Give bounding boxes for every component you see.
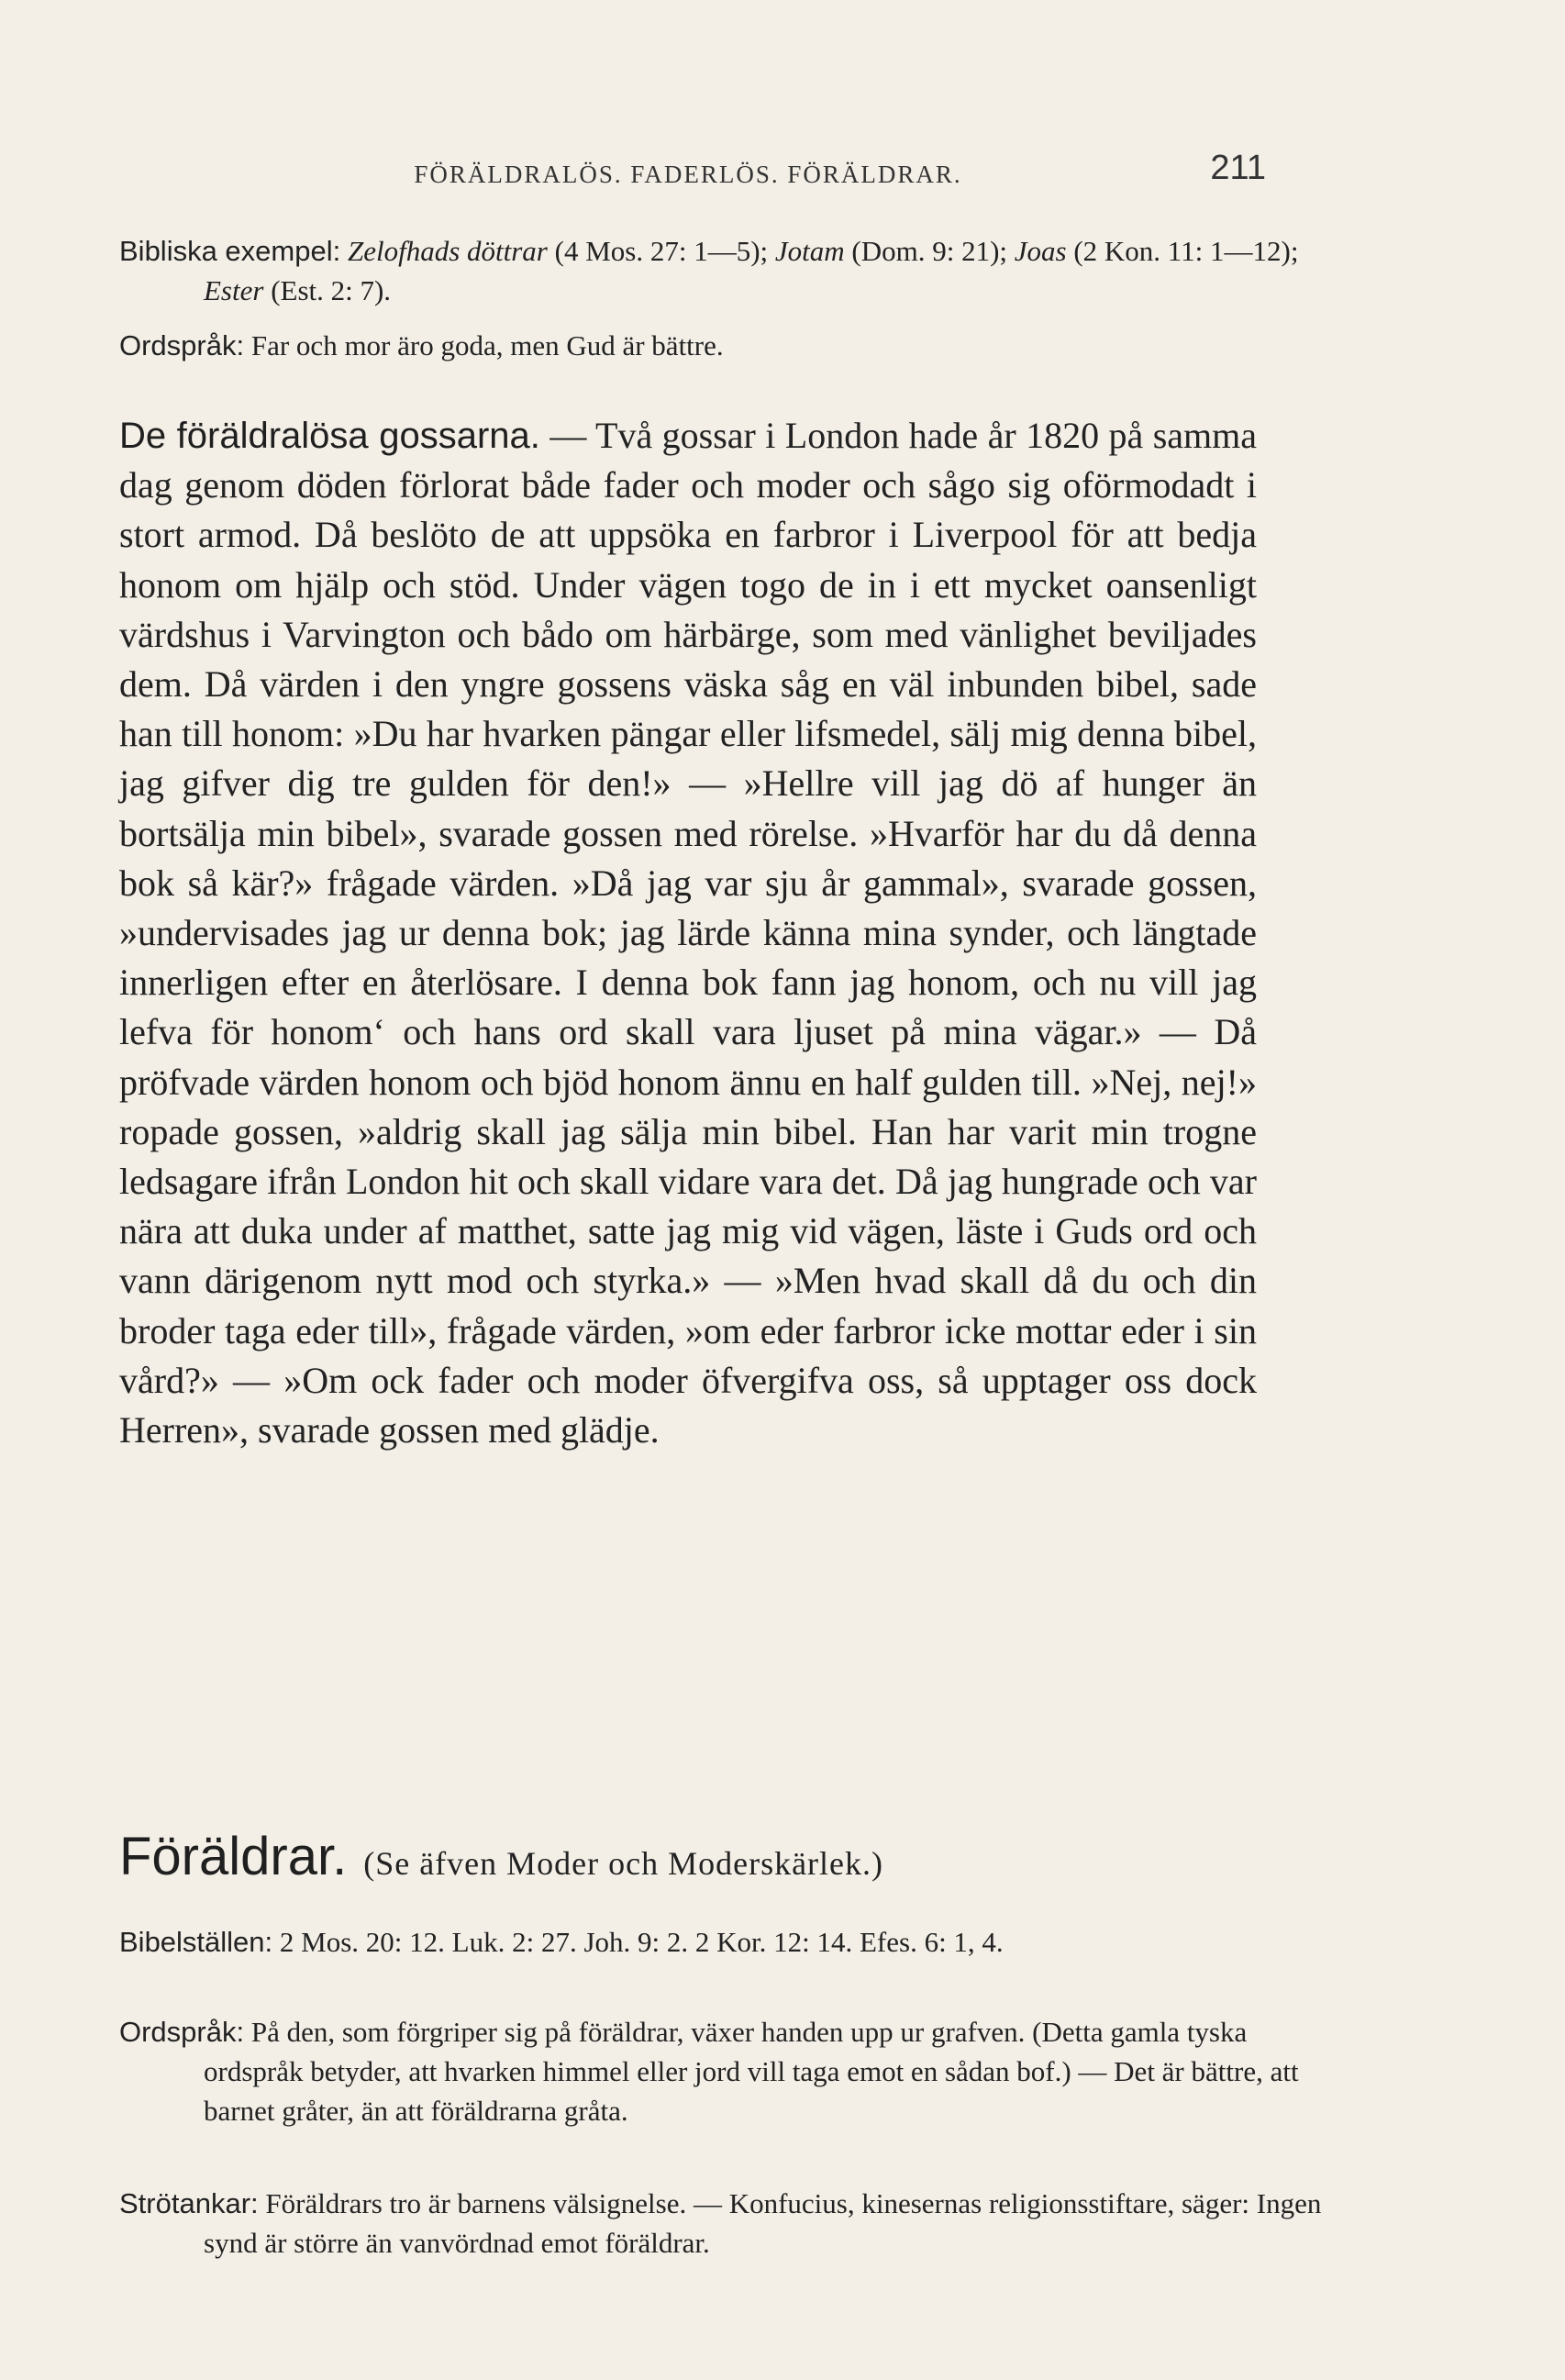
story-orphan-boys bbox=[119, 411, 1257, 1455]
top-proverb bbox=[119, 326, 1341, 365]
bible-examples-label: Bibliska exempel: bbox=[119, 235, 341, 267]
example-joas-ref: (2 Kon. 11: 1—12); bbox=[1066, 235, 1299, 267]
example-jotam: Jotam bbox=[774, 235, 845, 267]
example-zelofhad: Zelofhads döttrar bbox=[347, 235, 548, 267]
example-joas: Joas bbox=[1014, 235, 1067, 267]
top-proverb-text: Far och mor äro goda, men Gud är bättre. bbox=[250, 329, 724, 361]
section-title: Föräldrar. bbox=[119, 1827, 348, 1886]
example-ester: Ester bbox=[204, 274, 264, 306]
example-jotam-ref: (Dom. 9: 21); bbox=[844, 235, 1015, 267]
bible-examples bbox=[119, 231, 1341, 310]
page-number: 211 bbox=[1210, 149, 1266, 187]
example-ester-ref: (Est. 2: 7). bbox=[263, 274, 392, 306]
section-see-also: (Se äfven Moder och Moderskärlek.) bbox=[363, 1845, 884, 1882]
section-heading bbox=[119, 1826, 1257, 1887]
proverbs bbox=[119, 2012, 1341, 2130]
bible-references bbox=[119, 1922, 1341, 1962]
proverbs-text: På den, som förgriper sig på föräldrar, växer handen upp ur grafven. (Detta gamla tyska ordspråk betyder, att hvarken himmel eller jord vill taga emot en sådan bof.) — Det är bättre, att barnet gråter, än att föräldrarna gråta. bbox=[204, 2016, 1299, 2127]
example-zelofhad-ref: (4 Mos. 27: 1—5); bbox=[547, 235, 775, 267]
story-title: De föräldralösa gossarna. bbox=[119, 416, 540, 456]
running-header: FÖRÄLDRALÖS. FADERLÖS. FÖRÄLDRAR. bbox=[414, 161, 962, 188]
proverbs-label: Ordspråk: bbox=[119, 2016, 245, 2048]
stray-thoughts-text: Föräldrars tro är barnens välsignelse. — Konfucius, kinesernas religionsstiftare, säger: Ingen synd är större än vanvördnad emot föräldrar. bbox=[204, 2187, 1322, 2259]
stray-thoughts-label: Strötankar: bbox=[119, 2187, 259, 2219]
story-text: — Två gossar i London hade år 1820 på samma dag genom döden förlorat både fader och moder och sågo sig oförmodadt i stort armod. Då beslöto de att uppsöka en farbror i Liverpool för att bedja honom om hjälp och stöd. Under vägen togo de in i ett mycket oansenligt värdshus i Varvington och bådo om härbärge, som med vänlighet beviljades dem. Då värden i den yngre gossens väska såg en väl inbunden bibel, sade han till honom: »Du har hvarken pängar eller lifsmedel, sälj mig denna bibel, jag gifver dig tre gulden för den!» — »Hellre vill jag dö af hunger än bortsälja min bibel», svarade gossen med rörelse. »Hvarför har du då denna bok så kär?» frågade värden. »Då jag var sju år gammal», svarade gossen, »undervisades jag ur denna bok; jag lärde känna mina synder, och längtade innerligen efter en återlösare. I denna bok fann jag honom, och nu vill jag lefva för honom‘ och hans ord skall vara ljuset på mina vägar.» — Då pröfvade värden honom och bjöd honom ännu en half gulden till. »Nej, nej!» ropade gossen, »aldrig skall jag sälja min bibel. Han har varit min trogne ledsagare ifrån London hit och skall vidare vara det. Då jag hungrade och var nära att duka under af matthet, satte jag mig vid vägen, läste i Guds ord och vann därigenom nytt mod och styrka.» — »Men hvad skall då du och din broder taga eder till», frågade värden, »om eder farbror icke mottar eder i sin vård?» — »Om ock fader och moder öfvergifva oss, så upptager oss dock Herren», svarade gossen med glädje. bbox=[119, 415, 1258, 1451]
stray-thoughts bbox=[119, 2184, 1341, 2263]
bible-references-label: Bibelställen: bbox=[119, 1926, 273, 1958]
top-proverb-label: Ordspråk: bbox=[119, 329, 245, 361]
bible-references-text: 2 Mos. 20: 12. Luk. 2: 27. Joh. 9: 2. 2 Kor. 12: 14. Efes. 6: 1, 4. bbox=[279, 1926, 1004, 1958]
